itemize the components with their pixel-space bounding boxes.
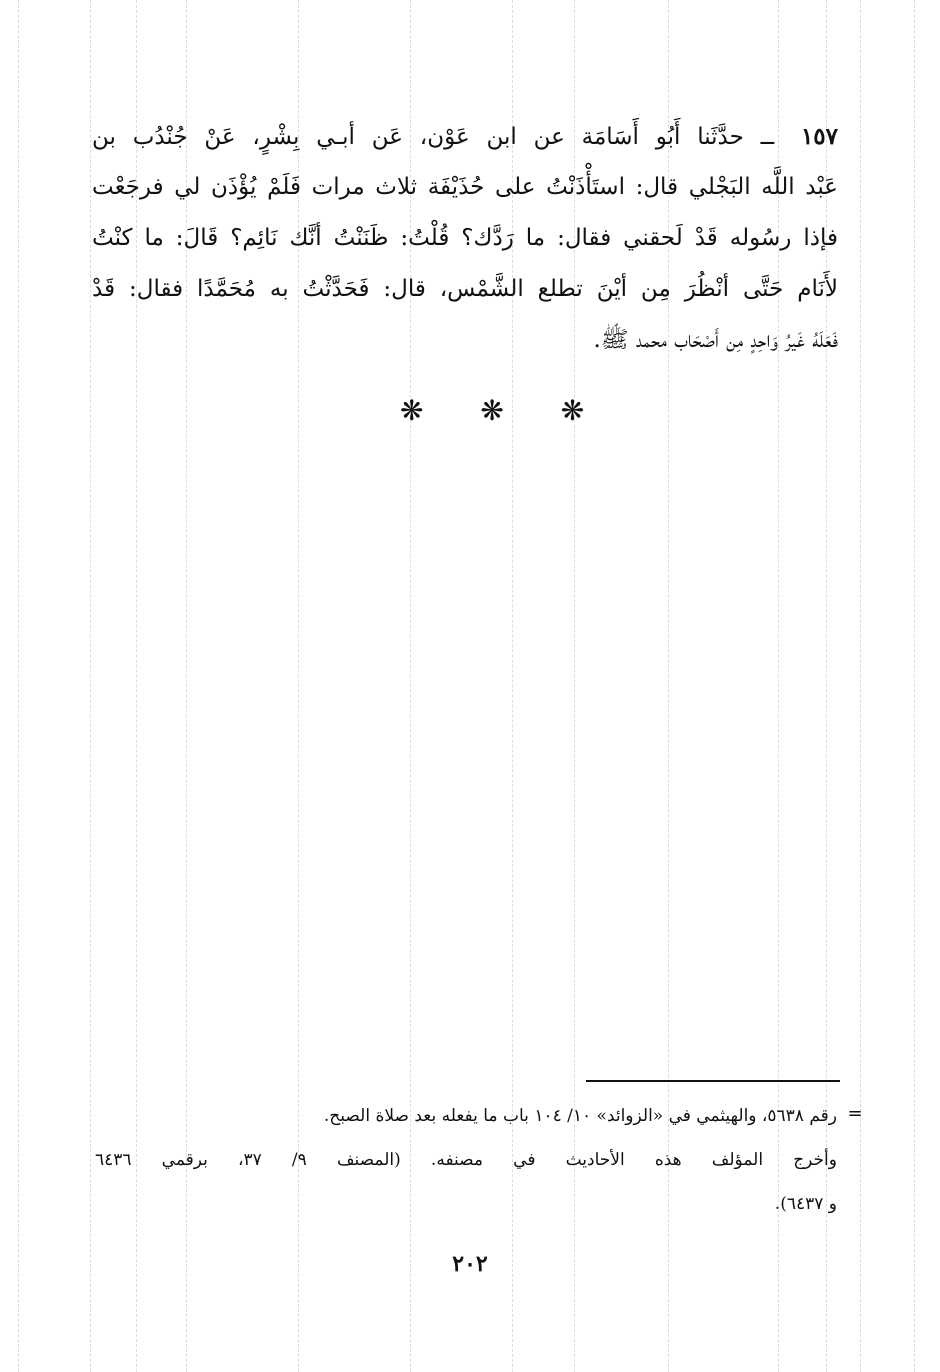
section-separator: ❋ ❋ ❋ <box>400 394 609 427</box>
hadith-line: عَبْد اللَّه البَجْلي قال: استَأْذَنْتُ على حُذَيْفَة ثلاث مرات فَلَمْ يُؤْذَن لي فرجَعْت <box>92 174 838 200</box>
hadith-line <box>92 111 838 162</box>
footnote <box>95 1094 837 1226</box>
hadith-line: فَعَلَهُ غَيرُ وَاحِدٍ مِن أَصْحَاب محمد ﷺ. <box>593 327 838 353</box>
footnote-continuation-marker: = <box>847 1103 863 1124</box>
hadith-number: ١٥٧ <box>800 123 838 150</box>
footnote-line: رقم ٥٦٣٨، والهيثمي في «الزوائد» ١٠/ ١٠٤ باب ما يفعله بعد صلاة الصبح. <box>323 1106 837 1126</box>
hadith-line: لأَنَام حَتَّى أنْظُرَ مِن أيْنَ تطلع الشَّمْس، قال: فَحَدَّثْتُ به مُحَمَّدًا فقال: قَدْ <box>92 276 838 302</box>
footnote-line: و ٦٤٣٧). <box>774 1194 837 1214</box>
hadith-line-text: ــ حدَّثَنا أَبُو أَسَامَة عن ابن عَوْن، عَن أبـي بِشْرٍ، عَنْ جُنْدُب بن <box>92 124 775 150</box>
hadith-text <box>92 111 838 366</box>
hadith-line: فإذا رسُوله قَدْ لَحقني فقال: ما رَدَّك؟ قُلْتُ: ظَنَنْتُ أنَّك نَائِم؟ قَالَ: ما كنْتُ <box>92 225 838 251</box>
page-number: ٢٠٢ <box>452 1251 488 1277</box>
footnote-divider <box>586 1080 840 1082</box>
footnote-line: وأخرج المؤلف هذه الأحاديث في مصنفه. (المصنف ٩/ ٣٧، برقمي ٦٤٣٦ <box>95 1150 837 1170</box>
